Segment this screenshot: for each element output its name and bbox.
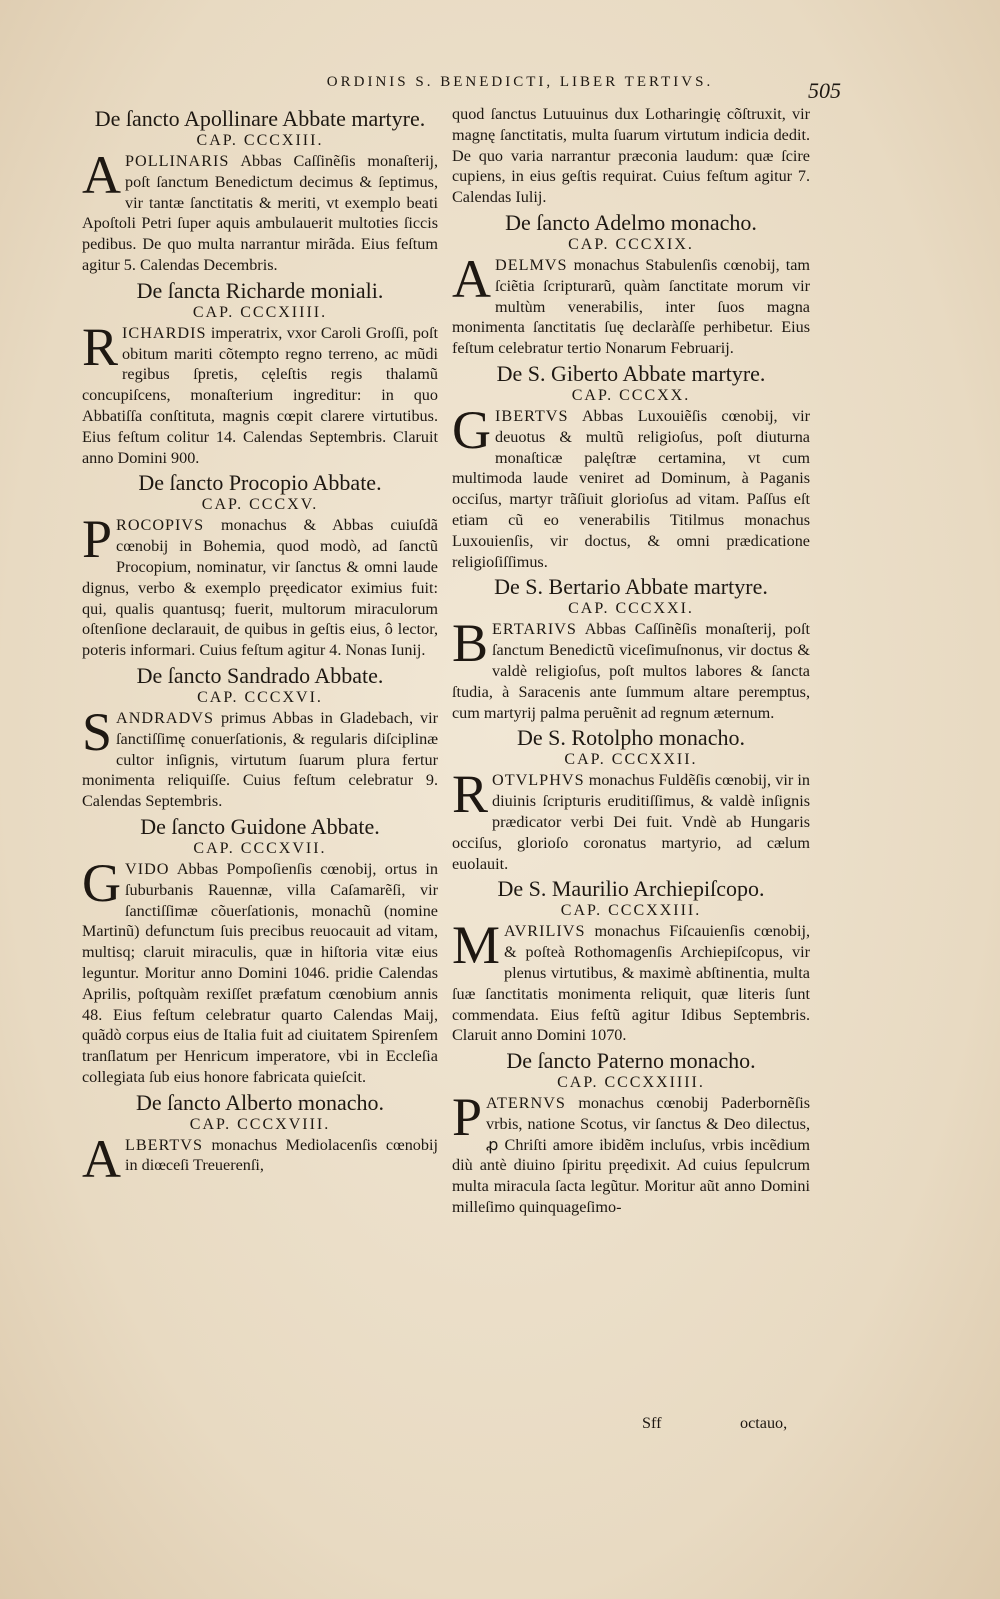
entry-title: De ſancto Alberto monacho.: [135, 1089, 385, 1115]
entry-body: [452, 1087, 810, 1218]
chapter-number: CAP. CCCXVI.: [197, 688, 323, 706]
entry-text: monachus & Abbas cuiuſdã cœnobij in Bohemia, quod modò, ad ſanctũ Procopium, nominatur, vir ſanctus & omni laude dignus, verbo & exemplo pręedicator eximius fuit: qui, qualis quantusq; fuerit, multorum miraculorum oſtenſione declarauit, de quibus in geſtis eius, ô lector, poteris informari. Cuius feſtum agitur 4. Nonas Iunij.: [82, 516, 438, 660]
entry-title: De S. Giberto Abbate martyre.: [496, 360, 766, 386]
entry-body: [452, 248, 810, 359]
entry-text: primus Abbas in Gladebach, vir ſanctiſſimę conuerſationis, & regularis diſciplinæ cultor inſignis, virtutum ſuarum plura fertur monimenta reliquiſſe. Cuius feſtum celebratur 9. Calendas Septembris.: [82, 708, 438, 811]
entry-text: Abbas Caſſinẽſis monaſterij, poſt ſanctum Benedictũ viceſimuſnonus, vir doctus & valdè religioſus, poſt multos labores & ſancta ſtudia, à Saracenis ante ſummum altare peremptus, cum martyrij palma peruẽnit ad regnum æternum.: [452, 620, 810, 722]
entry-body: [452, 915, 810, 1046]
entry-body: [452, 399, 810, 572]
drop-cap: A: [82, 1128, 121, 1189]
entry: [452, 1048, 810, 1218]
entry-text: monachus Stabulenſis cœnobij, tam ſciẽtia ſcripturarũ, quàm ſanctitate morum vir multùm venerabilis, inter ſuos magna monimenta ſanctitatis ſuę declaràſſe perhibetur. Eius feſtum celebratur tertio Nonarum Februarij.: [452, 255, 810, 358]
drop-cap: A: [82, 145, 121, 205]
entry-title: De ſancto Adelmo monacho.: [505, 209, 757, 235]
entry-title: De S. Bertario Abbate martyre.: [494, 574, 768, 600]
entry-text: Abbas Pompoſienſis cœnobij, ortus in ſuburbanis Rauennæ, villa Caſamarẽſi, vir ſanctiſſimæ cõuerſationis, monachũ (nomine Martinũ) defunctum ſuis precibus reuocauit ad vitam, multisq; claruit miraculis, quæ in hiſtoria vitæ eius leguntur. Moritur anno Domini 1046. pridie Calendas Aprilis, poſtquàm rexiſſet præfatum cœnobium annis 48. Eius feſtum celebratur quarto Calendas Maij, quãdò corpus eius de Italia fuit ad ciuitatem Spirenſem tranſlatum per Henricum imperatore, vbi in Eccleſia collegiata ſub eius honore fabricata quieſcit.: [82, 859, 438, 1086]
entry: [82, 278, 438, 469]
entry-text: Abbas Luxouiẽſis cœnobij, vir deuotus & multũ religioſus, poſt diuturna monaſticæ palęſtræ certamina, vt cum multimoda laude veniret ad Dominum, à Paganis occiſus, martyr trãſiuit glorioſus ad vitam. Paſſus eſt etiam cũ eo venerabilis Titilmus monachus Luxouienſis, vir doctus, & omni prædicatione religioſiſſimus.: [452, 406, 810, 571]
chapter-number: CAP. CCCXX.: [571, 386, 691, 404]
entry-text: monachus Fuldẽſis cœnobij, vir in diuinis ſcripturis eruditiſſimus, & valdè inſignis prædicator verbi Dei fuit. Vndè ab Hungaris occiſus, glorioſo coronatus martyrio, ad cælum euolauit.: [452, 771, 810, 873]
entry-title: De ſancto Paterno monacho.: [506, 1048, 756, 1074]
entry-body: [82, 145, 438, 276]
entry-body: [82, 1128, 438, 1189]
entry-text: monachus Mediolacenſis cœnobij in diœceſi Treuerenſi,: [125, 1135, 438, 1175]
continuation-text: quod ſanctus Lutuuinus dux Lotharingię cõſtruxit, vir magnę ſanctitatis, multa ſuarum virtutum indicia dedit. De quo varia narrantur præconia laudum: quæ ſcire cupiens, in eius geſtis requirat. Cuius feſtum agitur 7. Calendas Iulij.: [452, 105, 810, 207]
drop-cap: R: [452, 764, 489, 825]
entry-title: De ſancto Sandrado Abbate.: [136, 662, 384, 688]
entry: [452, 876, 810, 1046]
drop-cap: A: [452, 248, 491, 309]
lead-word: VIDO: [125, 859, 170, 878]
drop-cap: G: [82, 852, 121, 913]
entry: [82, 106, 438, 276]
chapter-number: CAP. CCCXV.: [201, 496, 319, 514]
drop-cap: P: [82, 509, 113, 570]
entry-title: De ſancto Guidone Abbate.: [140, 813, 380, 839]
lead-word: IBERTVS: [495, 406, 569, 425]
drop-cap: R: [82, 316, 119, 377]
entry: [452, 210, 810, 359]
lead-word: OTVLPHVS: [492, 771, 585, 790]
entry-body: [452, 613, 810, 723]
running-head: ORDINIS S. BENEDICTI, LIBER TERTIVS.: [326, 74, 714, 90]
entry: [82, 663, 438, 812]
entry-title: De ſancta Richarde moniali.: [136, 277, 384, 303]
entry-body: [82, 509, 438, 661]
entry: [82, 1089, 438, 1189]
drop-cap: B: [452, 613, 489, 674]
lead-word: ROCOPIVS: [116, 516, 205, 535]
lead-word: AVRILIVS: [504, 922, 586, 941]
entry: [82, 470, 438, 661]
chapter-number: CAP. CCCXIX.: [568, 235, 694, 253]
signature-mark: Sff: [642, 1414, 662, 1432]
entry: [82, 814, 438, 1088]
right-entries: [452, 210, 810, 1218]
catchword: octauo,: [740, 1414, 788, 1432]
lead-word: ICHARDIS: [122, 323, 207, 342]
right-column: [452, 104, 810, 1218]
lead-word: ERTARIVS: [492, 620, 577, 639]
folio-number: 505: [808, 78, 841, 103]
chapter-number: CAP. CCCXXIIII.: [557, 1074, 705, 1092]
entry-title: De ſancto Apollinare Abbate martyre.: [94, 106, 426, 131]
drop-cap: G: [452, 399, 491, 460]
entry-body: [82, 701, 438, 812]
lead-word: ATERNVS: [486, 1094, 566, 1113]
lead-word: DELMVS: [495, 255, 568, 274]
chapter-number: CAP. CCCXXII.: [564, 751, 698, 769]
entry-body: [82, 316, 438, 469]
entry: [452, 574, 810, 723]
chapter-number: CAP. CCCXVII.: [193, 839, 327, 857]
left-column: [82, 104, 438, 1189]
entry-title: De ſancto Procopio Abbate.: [138, 470, 382, 496]
entry-text: imperatrix, vxor Caroli Groſſi, poſt obitum mariti cõtempto regno terreno, ac mũdi regibus ſpretis, cęleſtis regis thalamũ concupiſcens, monaſterium ingreditur: in quo Abbatiſſa conſtituta, magnis cœpit clarere virtutibus. Eius feſtum colitur 14. Calendas Septembris. Claruit anno Domini 900.: [82, 323, 438, 467]
drop-cap: M: [452, 915, 501, 976]
entry-body: [82, 852, 438, 1088]
entry-text: monachus cœnobij Paderbornẽſis vrbis, natione Scotus, vir ſanctus & Deo dilectus, ꝓ Chriſti amore ibidẽm incluſus, vrbis incẽdium diù antè diuino ſpiritu pręedixit. Ad cuius ſepulcrum multa miracula ſacta legũtur. Moritur aũt anno Domini milleſimo quinquageſimo-: [452, 1094, 810, 1217]
drop-cap: P: [452, 1087, 483, 1148]
entry-text: Abbas Caſſinẽſis monaſterij, poſt ſanctum Benedictum decimus & ſeptimus, vir tantæ ſanctitatis & meriti, vt exemplo beati Apoſtoli Petri ſuper aquis ambulauerit multoties ſiccis pedibus. De quo multa narrantur mirãda. Eius feſtum agitur 5. Calendas Decembris.: [82, 152, 438, 274]
chapter-number: CAP. CCCXIIII.: [192, 303, 328, 321]
entry: [452, 361, 810, 572]
entry-body: [452, 764, 810, 874]
entry: [452, 725, 810, 874]
lead-word: ANDRADVS: [116, 708, 214, 727]
chapter-number: CAP. CCCXVIII.: [189, 1115, 331, 1133]
lead-word: LBERTVS: [125, 1135, 203, 1154]
drop-cap: S: [82, 701, 113, 762]
chapter-number: CAP. CCCXXIII.: [560, 902, 702, 920]
chapter-number: CAP. CCCXXI.: [568, 600, 694, 618]
entry-text: monachus Fiſcauienſis cœnobij, & poſteà Rothomagenſis Archiepiſcopus, vir plenus virtutibus, & maximè abſtinentia, multa ſuæ ſanctitatis monimenta reliquit, quæ literis ſunt commendata. Eius feſtũ agitur Idibus Septembris. Claruit anno Domini 1070.: [452, 922, 810, 1045]
entry-title: De S. Rotolpho monacho.: [517, 725, 745, 751]
entry-title: De S. Maurilio Archiepiſcopo.: [497, 876, 765, 902]
chapter-number: CAP. CCCXIII.: [196, 132, 324, 149]
lead-word: POLLINARIS: [125, 152, 230, 170]
